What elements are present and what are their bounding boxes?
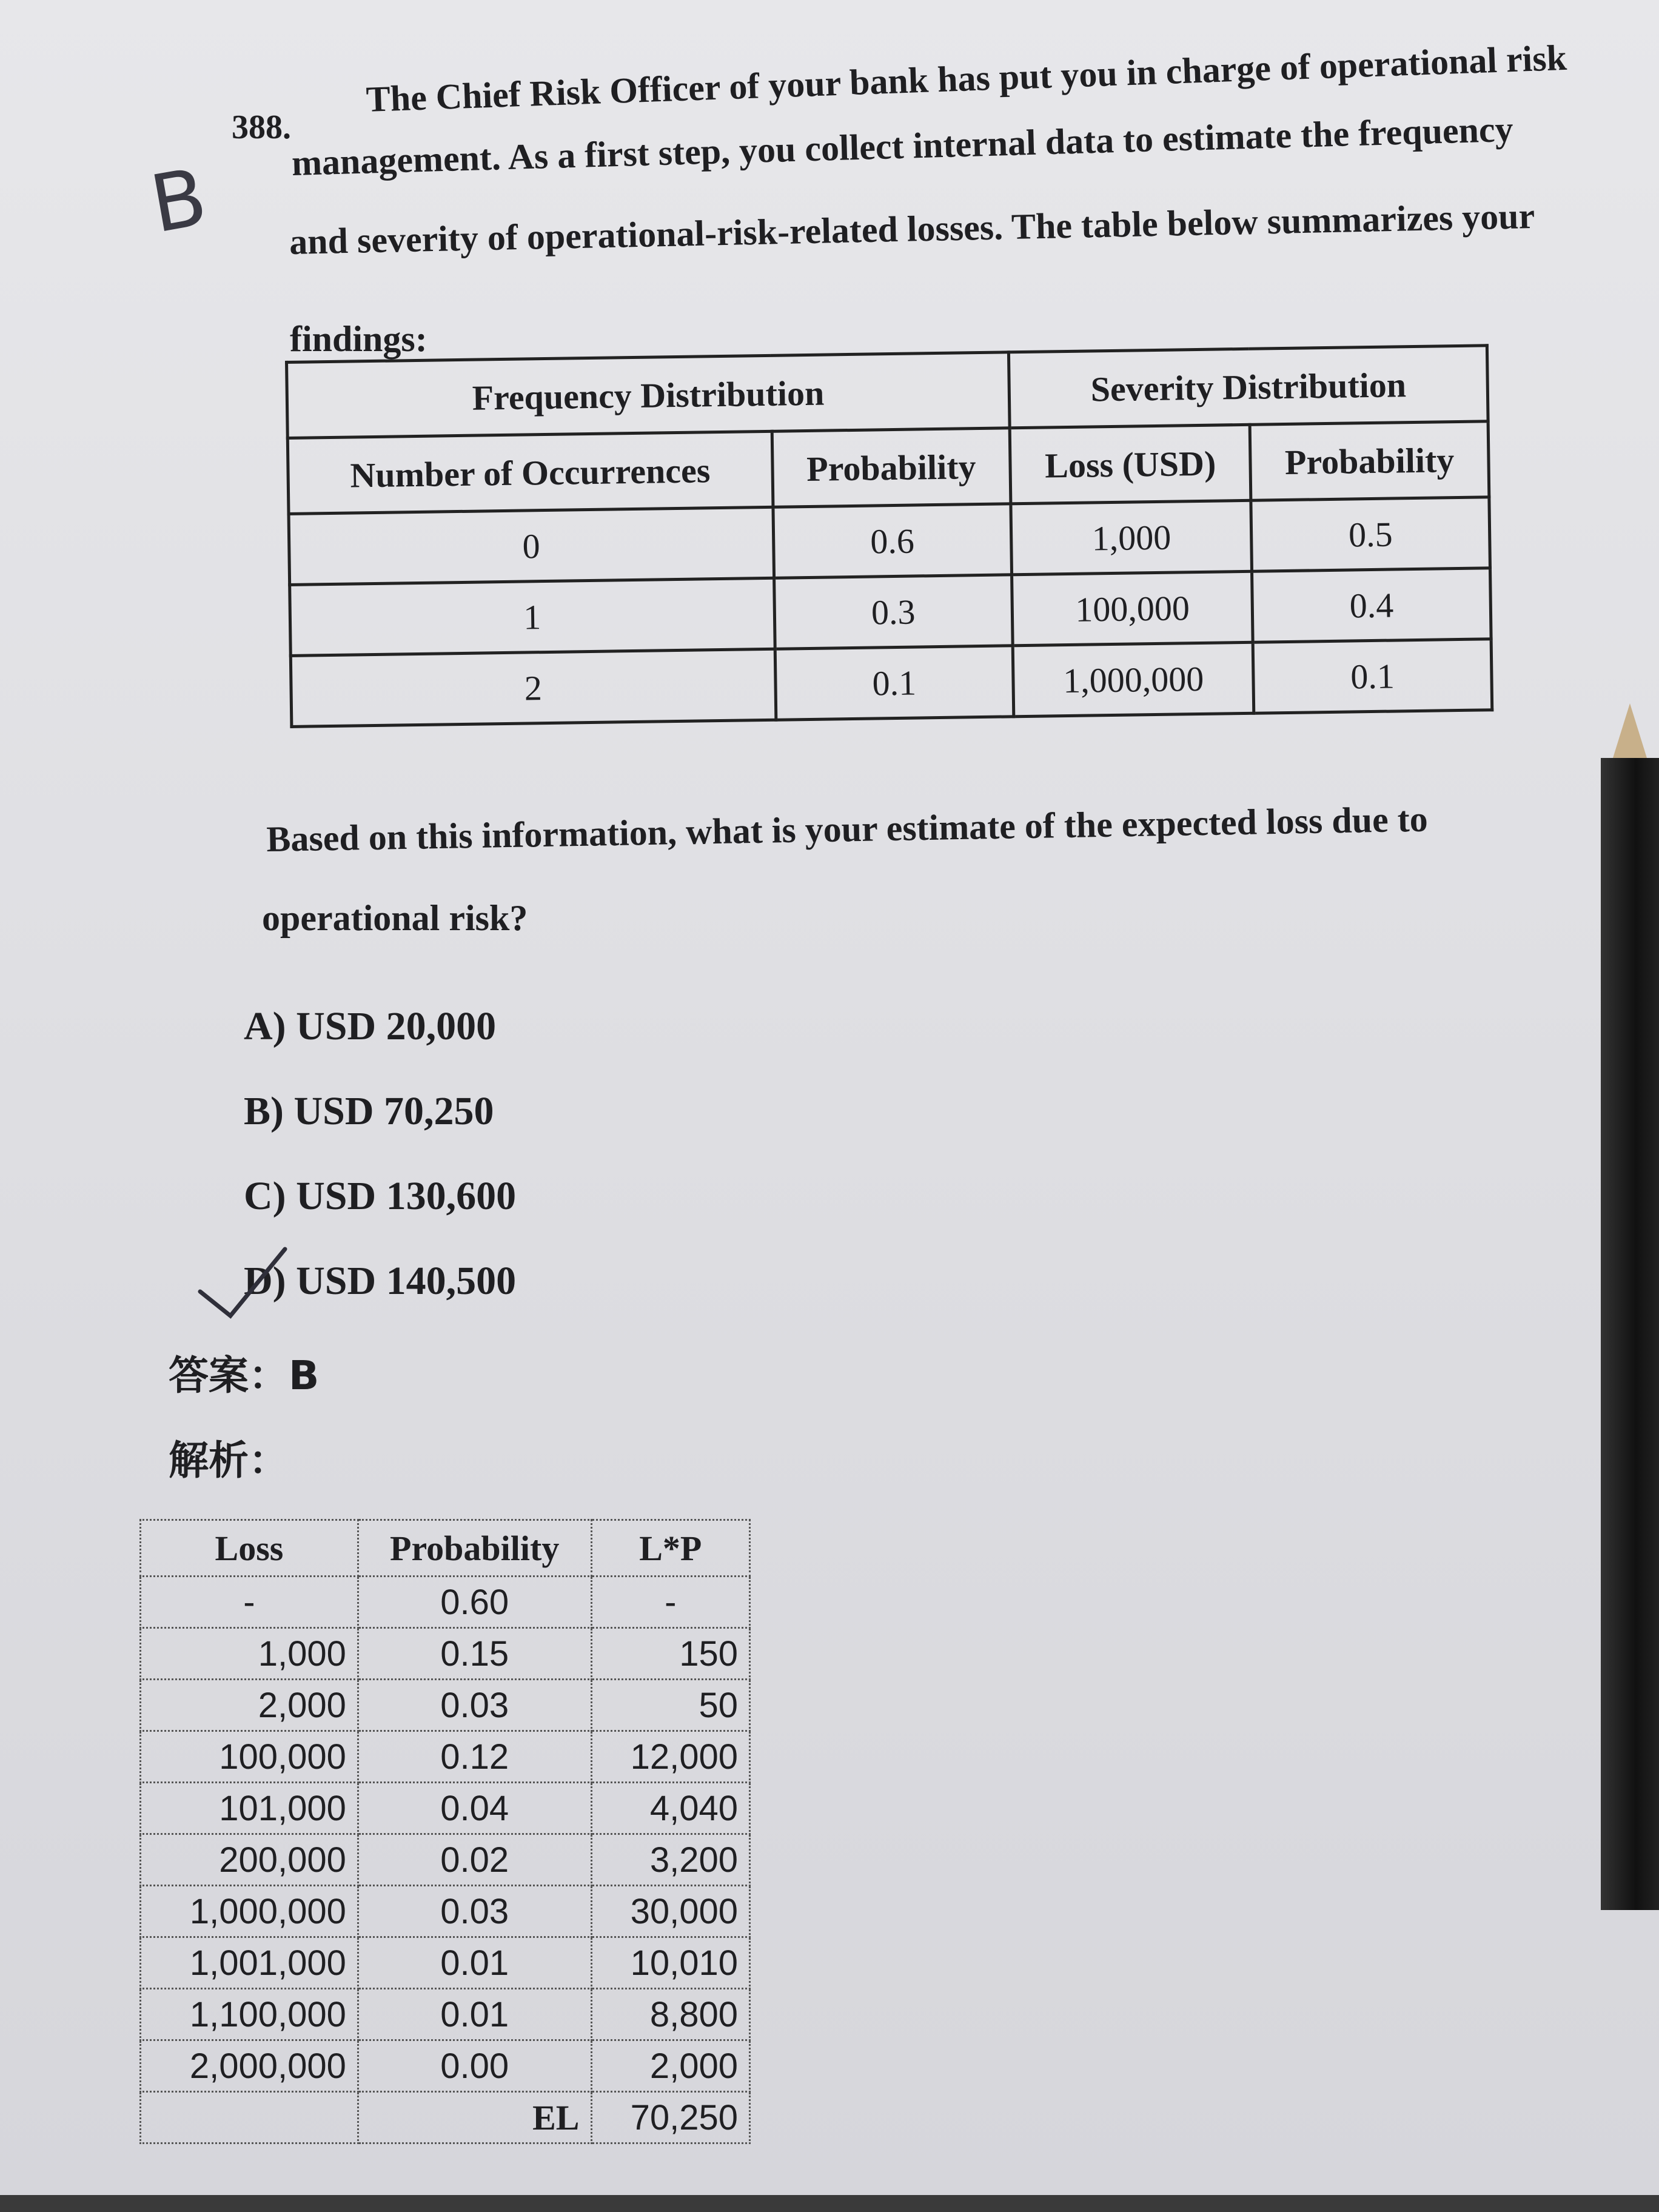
frequency-severity-table — [285, 344, 1493, 728]
solution-empty-cell — [141, 2092, 358, 2143]
loss-cell: 100,000 — [1012, 571, 1253, 646]
handwritten-answer-mark: B — [144, 150, 213, 251]
option-a: A) USD 20,000 — [244, 1004, 497, 1048]
question-prompt-line-1: Based on this information, what is your estimate of the expected loss due to — [266, 799, 1429, 860]
table-row — [141, 1937, 750, 1989]
severity-probability-column-header: Probability — [1250, 421, 1489, 500]
page-bottom-edge — [0, 2195, 1659, 2212]
solution-lp-cell: 50 — [591, 1680, 750, 1731]
table-row — [141, 1834, 750, 1886]
handwritten-check-mark-icon — [194, 1237, 340, 1334]
pencil-tip-icon — [1613, 703, 1647, 758]
frequency-probability-cell: 0.3 — [774, 575, 1013, 649]
solution-probability-cell: 0.04 — [358, 1783, 591, 1834]
solution-probability-cell: 0.01 — [358, 1937, 591, 1989]
solution-loss-cell: 101,000 — [141, 1783, 358, 1834]
table-row-total — [141, 2092, 750, 2143]
occurrences-column-header: Number of Occurrences — [287, 431, 773, 514]
loss-cell: 1,000,000 — [1013, 642, 1254, 717]
severity-probability-cell: 0.4 — [1252, 568, 1491, 642]
table-row — [141, 1680, 750, 1731]
solution-loss-cell: 2,000 — [141, 1680, 358, 1731]
occurrences-cell: 2 — [290, 649, 776, 726]
answer-label: 答案：B — [169, 1352, 320, 1399]
option-c: C) USD 130,600 — [244, 1174, 517, 1218]
table-row — [141, 1783, 750, 1834]
solution-loss-cell: 1,001,000 — [141, 1937, 358, 1989]
question-text-line-2: management. As a first step, you collect internal data to estimate the frequency — [291, 109, 1514, 184]
loss-column-header: Loss (USD) — [1010, 424, 1251, 504]
solution-loss-cell: 2,000,000 — [141, 2040, 358, 2092]
solution-lp-cell: - — [591, 1577, 750, 1628]
severity-distribution-header: Severity Distribution — [1009, 346, 1488, 428]
solution-table — [139, 1519, 751, 2144]
solution-lp-cell: 4,040 — [591, 1783, 750, 1834]
table-row — [141, 1989, 750, 2040]
solution-loss-header: Loss — [141, 1520, 358, 1577]
question-number: 388. — [232, 109, 291, 146]
solution-probability-cell: 0.12 — [358, 1731, 591, 1783]
option-d: D) USD 140,500 — [244, 1259, 517, 1303]
frequency-probability-cell: 0.1 — [775, 646, 1014, 720]
solution-loss-cell: 1,000,000 — [141, 1886, 358, 1937]
table-row — [141, 1577, 750, 1628]
solution-lp-header: L*P — [591, 1520, 750, 1577]
option-b: B) USD 70,250 — [244, 1089, 494, 1133]
table-row — [141, 1886, 750, 1937]
solution-loss-cell: 100,000 — [141, 1731, 358, 1783]
severity-probability-cell: 0.1 — [1253, 639, 1492, 713]
table-row — [141, 1628, 750, 1680]
question-text-line-3: and severity of operational-risk-related losses. The table below summarizes your — [289, 195, 1535, 263]
solution-probability-header: Probability — [358, 1520, 591, 1577]
table-row — [141, 2040, 750, 2092]
solution-lp-cell: 8,800 — [591, 1989, 750, 2040]
solution-loss-cell: - — [141, 1577, 358, 1628]
solution-lp-cell: 30,000 — [591, 1886, 750, 1937]
solution-probability-cell: 0.03 — [358, 1680, 591, 1731]
solution-probability-cell: 0.01 — [358, 1989, 591, 2040]
question-prompt-line-2: operational risk? — [262, 898, 528, 938]
occurrences-cell: 0 — [289, 507, 774, 585]
solution-lp-cell: 10,010 — [591, 1937, 750, 1989]
loss-cell: 1,000 — [1011, 500, 1252, 575]
solution-lp-cell: 3,200 — [591, 1834, 750, 1886]
question-text-line-1: The Chief Risk Officer of your bank has put you in charge of operational risk — [365, 37, 1567, 120]
frequency-distribution-header: Frequency Distribution — [287, 352, 1010, 438]
question-text-line-4: findings: — [290, 319, 427, 359]
table-row — [141, 1731, 750, 1783]
solution-probability-cell: 0.02 — [358, 1834, 591, 1886]
solution-lp-cell: 150 — [591, 1628, 750, 1680]
occurrences-cell: 1 — [290, 578, 775, 655]
solution-loss-cell: 1,100,000 — [141, 1989, 358, 2040]
expected-loss-label: EL — [358, 2092, 591, 2143]
frequency-probability-cell: 0.6 — [773, 504, 1011, 578]
expected-loss-value: 70,250 — [591, 2092, 750, 2143]
solution-probability-cell: 0.00 — [358, 2040, 591, 2092]
solution-loss-cell: 200,000 — [141, 1834, 358, 1886]
solution-loss-cell: 1,000 — [141, 1628, 358, 1680]
solution-probability-cell: 0.03 — [358, 1886, 591, 1937]
solution-probability-cell: 0.60 — [358, 1577, 591, 1628]
severity-probability-cell: 0.5 — [1251, 497, 1490, 571]
explanation-label: 解析： — [169, 1437, 289, 1484]
solution-probability-cell: 0.15 — [358, 1628, 591, 1680]
frequency-probability-column-header: Probability — [772, 428, 1011, 507]
solution-lp-cell: 2,000 — [591, 2040, 750, 2092]
pencil-icon — [1601, 758, 1659, 1910]
solution-lp-cell: 12,000 — [591, 1731, 750, 1783]
